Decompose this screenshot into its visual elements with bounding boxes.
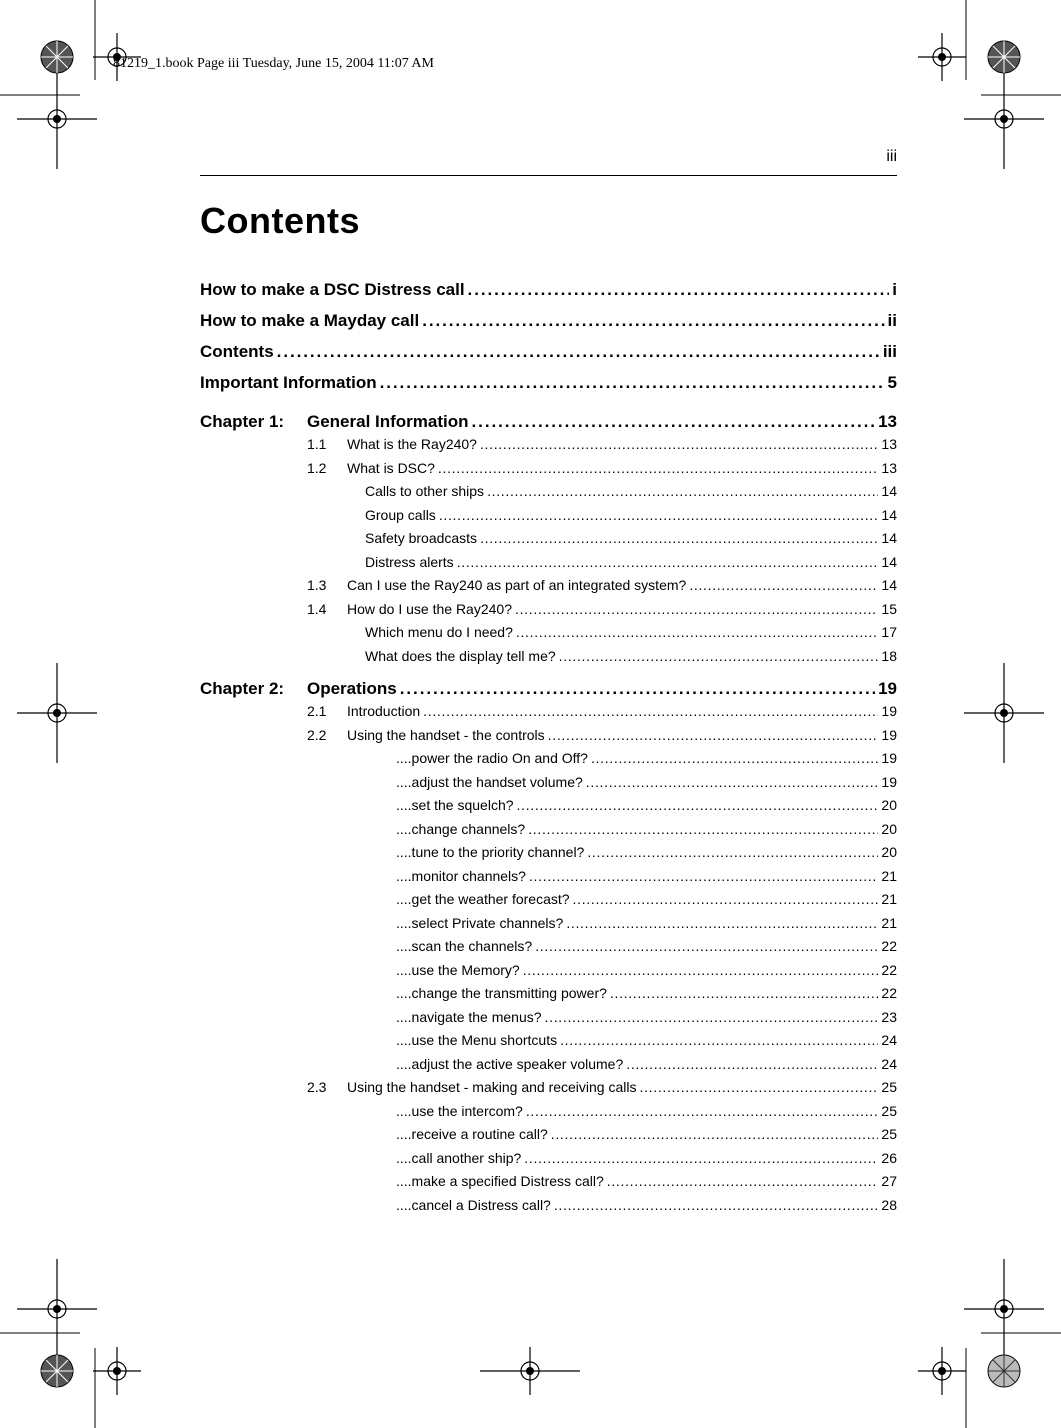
toc-entry[interactable] [200, 280, 897, 311]
toc-entry-page: 20 [881, 820, 897, 837]
toc-entry-page: 14 [881, 483, 897, 499]
toc-entry-title: Calls to other ships [365, 483, 485, 499]
toc-entry[interactable] [200, 577, 897, 601]
toc-entry-number: Chapter 1: [200, 412, 285, 431]
dot-leader [528, 821, 878, 837]
toc-entry-page: 22 [881, 985, 897, 1001]
dot-leader [591, 750, 878, 766]
toc-entry-page: ii [887, 311, 897, 330]
toc-entry-title: ....tune to the priority channel? [396, 844, 585, 860]
toc-entry-page: 14 [881, 553, 897, 570]
toc-entry-title: How to make a Mayday call [200, 311, 420, 330]
dot-leader [560, 1032, 878, 1048]
toc-entry-page: 24 [881, 1032, 897, 1048]
header-rule [200, 175, 897, 176]
toc-entry-title: Contents [200, 342, 274, 361]
dot-leader [277, 342, 880, 362]
toc-entry[interactable] [200, 624, 897, 648]
toc-entry-title: ....monitor channels? [396, 867, 526, 884]
dot-leader [566, 915, 878, 931]
dot-leader [551, 1126, 879, 1142]
dot-leader [423, 703, 878, 719]
toc-entry-page: 19 [881, 726, 897, 743]
toc-entry-page: 13 [881, 436, 897, 452]
toc-entry-page: 26 [881, 1149, 897, 1166]
toc-entry[interactable] [200, 727, 897, 751]
toc-entry[interactable] [200, 868, 897, 892]
toc-entry-title: ....power the radio On and Off? [396, 750, 588, 766]
toc-entry-page: 25 [881, 1079, 897, 1095]
toc-entry-page: 19 [881, 773, 897, 790]
toc-entry[interactable] [200, 797, 897, 821]
dot-leader [515, 601, 878, 617]
toc-entry-number: 1.1 [307, 436, 327, 452]
toc-entry-title: Safety broadcasts [365, 530, 478, 546]
dot-leader [526, 1103, 879, 1119]
toc-entry-page: 22 [881, 938, 897, 954]
dot-leader [586, 774, 879, 790]
toc-entry[interactable] [200, 1079, 897, 1103]
dot-leader [610, 985, 879, 1001]
dot-leader [689, 577, 878, 593]
toc-entry-title: ....set the squelch? [396, 797, 514, 813]
toc-entry[interactable] [200, 774, 897, 798]
dot-leader [626, 1056, 878, 1072]
toc-entry[interactable] [200, 436, 897, 460]
toc-entry[interactable] [200, 311, 897, 342]
toc-entry-page: 13 [878, 412, 897, 431]
toc-entry-title: ....navigate the menus? [396, 1008, 542, 1025]
toc-entry-page: 18 [881, 647, 897, 664]
dot-leader [439, 507, 879, 523]
toc-entry-page: 19 [878, 679, 897, 698]
toc-entry-page: 17 [881, 624, 897, 640]
dot-leader [545, 1009, 879, 1025]
toc-entry-page: 21 [881, 867, 897, 884]
toc-entry[interactable] [200, 891, 897, 915]
dot-leader [529, 868, 878, 884]
toc-entry-number: 1.4 [307, 600, 327, 617]
dot-leader [573, 891, 879, 907]
toc-entry[interactable] [200, 483, 897, 507]
toc-entry[interactable] [200, 962, 897, 986]
dot-leader [587, 844, 878, 860]
toc-entry-page: 27 [881, 1173, 897, 1189]
toc-entry-title: ....use the Menu shortcuts [396, 1032, 558, 1048]
dot-leader [554, 1197, 879, 1213]
toc-entry-title: What is DSC? [347, 459, 435, 476]
toc-entry[interactable] [200, 554, 897, 578]
toc-entry-title: ....receive a routine call? [396, 1126, 548, 1142]
dot-leader [535, 938, 878, 954]
dot-leader [438, 460, 879, 476]
toc-entry[interactable] [200, 679, 897, 703]
toc-entry-page: 25 [881, 1102, 897, 1119]
toc-entry[interactable] [200, 1197, 897, 1221]
dot-leader [559, 648, 879, 664]
dot-leader [480, 436, 878, 452]
toc-entry-title: Distress alerts [365, 553, 454, 570]
print-slug: 81219_1.book Page iii Tuesday, June 15, 2004 11:07 AM [113, 56, 434, 71]
toc-entry-title: ....get the weather forecast? [396, 891, 570, 907]
toc-entry[interactable] [200, 1032, 897, 1056]
toc-entry-title: ....adjust the active speaker volume? [396, 1055, 624, 1072]
toc-entry-title: ....make a specified Distress call? [396, 1173, 604, 1189]
toc-entry[interactable] [200, 821, 897, 845]
toc-entry-page: iii [882, 342, 897, 361]
toc-entry[interactable] [200, 750, 897, 774]
dot-leader [607, 1173, 879, 1189]
toc-entry-page: 21 [881, 891, 897, 907]
toc-entry-title: Which menu do I need? [365, 624, 513, 640]
toc-entry-title: Can I use the Ray240 as part of an integrated system? [347, 577, 687, 593]
toc-entry-page: 20 [881, 797, 897, 813]
dot-leader [400, 679, 875, 699]
toc-entry-number: 2.1 [307, 703, 327, 719]
toc-entry-page: 23 [881, 1008, 897, 1025]
toc-entry-number: 1.3 [307, 577, 327, 593]
toc-entry[interactable] [200, 342, 897, 373]
toc-entry-title: What does the display tell me? [365, 647, 556, 664]
dot-leader [457, 554, 879, 570]
dot-leader [548, 727, 879, 743]
toc-entry-page: 14 [881, 530, 897, 546]
toc-entry-page: 21 [881, 914, 897, 931]
toc-entry-number: 2.3 [307, 1079, 327, 1095]
dot-leader [523, 962, 879, 978]
toc-entry-title: ....select Private channels? [396, 914, 564, 931]
toc-entry-title: ....cancel a Distress call? [396, 1196, 551, 1213]
toc-entry[interactable] [200, 460, 897, 484]
toc-entry-number: Chapter 2: [200, 679, 285, 698]
toc-entry-page: i [892, 280, 897, 299]
toc-entry[interactable] [200, 844, 897, 868]
toc-entry-title: How to make a DSC Distress call [200, 280, 465, 299]
toc-entry[interactable] [200, 703, 897, 727]
toc-entry-page: 22 [881, 961, 897, 978]
toc-entry-title: General Information [307, 412, 469, 431]
dot-leader [516, 624, 879, 640]
page-title: Contents [200, 200, 360, 241]
toc-entry[interactable] [200, 601, 897, 625]
dot-leader [468, 280, 890, 300]
toc-entry-title: Important Information [200, 373, 377, 392]
toc-entry-title: Using the handset - making and receiving calls [347, 1079, 637, 1095]
table-of-contents [200, 280, 897, 1220]
toc-entry[interactable] [200, 985, 897, 1009]
toc-entry-title: ....adjust the handset volume? [396, 773, 583, 790]
toc-entry[interactable] [200, 412, 897, 436]
toc-entry[interactable] [200, 1126, 897, 1150]
dot-leader [640, 1079, 879, 1095]
dot-leader [480, 530, 878, 546]
toc-entry[interactable] [200, 1056, 897, 1080]
toc-entry-page: 28 [881, 1196, 897, 1213]
toc-entry-page: 5 [887, 373, 897, 392]
toc-entry-page: 15 [881, 600, 897, 617]
toc-entry[interactable] [200, 530, 897, 554]
toc-entry-title: Using the handset - the controls [347, 726, 545, 743]
toc-entry-title: ....use the intercom? [396, 1102, 523, 1119]
toc-entry-title: Operations [307, 679, 397, 698]
toc-entry-page: 19 [881, 750, 897, 766]
toc-entry-page: 24 [881, 1055, 897, 1072]
toc-entry[interactable] [200, 648, 897, 672]
toc-entry[interactable] [200, 915, 897, 939]
toc-entry[interactable] [200, 1103, 897, 1127]
dot-leader [487, 483, 878, 499]
dot-leader [380, 373, 885, 393]
toc-entry-title: ....change channels? [396, 820, 526, 837]
toc-entry[interactable] [200, 1173, 897, 1197]
toc-entry-title: ....change the transmitting power? [396, 985, 607, 1001]
toc-entry[interactable] [200, 1009, 897, 1033]
toc-entry[interactable] [200, 507, 897, 531]
page-number: iii [886, 148, 897, 165]
toc-entry-title: ....use the Memory? [396, 961, 520, 978]
toc-entry-title: Group calls [365, 506, 436, 523]
toc-entry-title: Introduction [347, 703, 421, 719]
toc-entry-number: 1.2 [307, 459, 327, 476]
toc-entry-title: What is the Ray240? [347, 436, 477, 452]
toc-entry-page: 13 [881, 459, 897, 476]
toc-entry-number: 2.2 [307, 726, 327, 743]
toc-entry-page: 19 [881, 703, 897, 719]
toc-entry-page: 14 [881, 506, 897, 523]
toc-entry[interactable] [200, 373, 897, 404]
dot-leader [517, 797, 879, 813]
toc-entry-page: 20 [881, 844, 897, 860]
dot-leader [422, 311, 884, 331]
toc-entry-title: ....call another ship? [396, 1149, 522, 1166]
toc-entry-page: 14 [881, 577, 897, 593]
toc-entry-title: How do I use the Ray240? [347, 600, 512, 617]
dot-leader [472, 412, 876, 432]
toc-entry-page: 25 [881, 1126, 897, 1142]
toc-entry-title: ....scan the channels? [396, 938, 533, 954]
toc-entry[interactable] [200, 938, 897, 962]
dot-leader [524, 1150, 878, 1166]
toc-entry[interactable] [200, 1150, 897, 1174]
